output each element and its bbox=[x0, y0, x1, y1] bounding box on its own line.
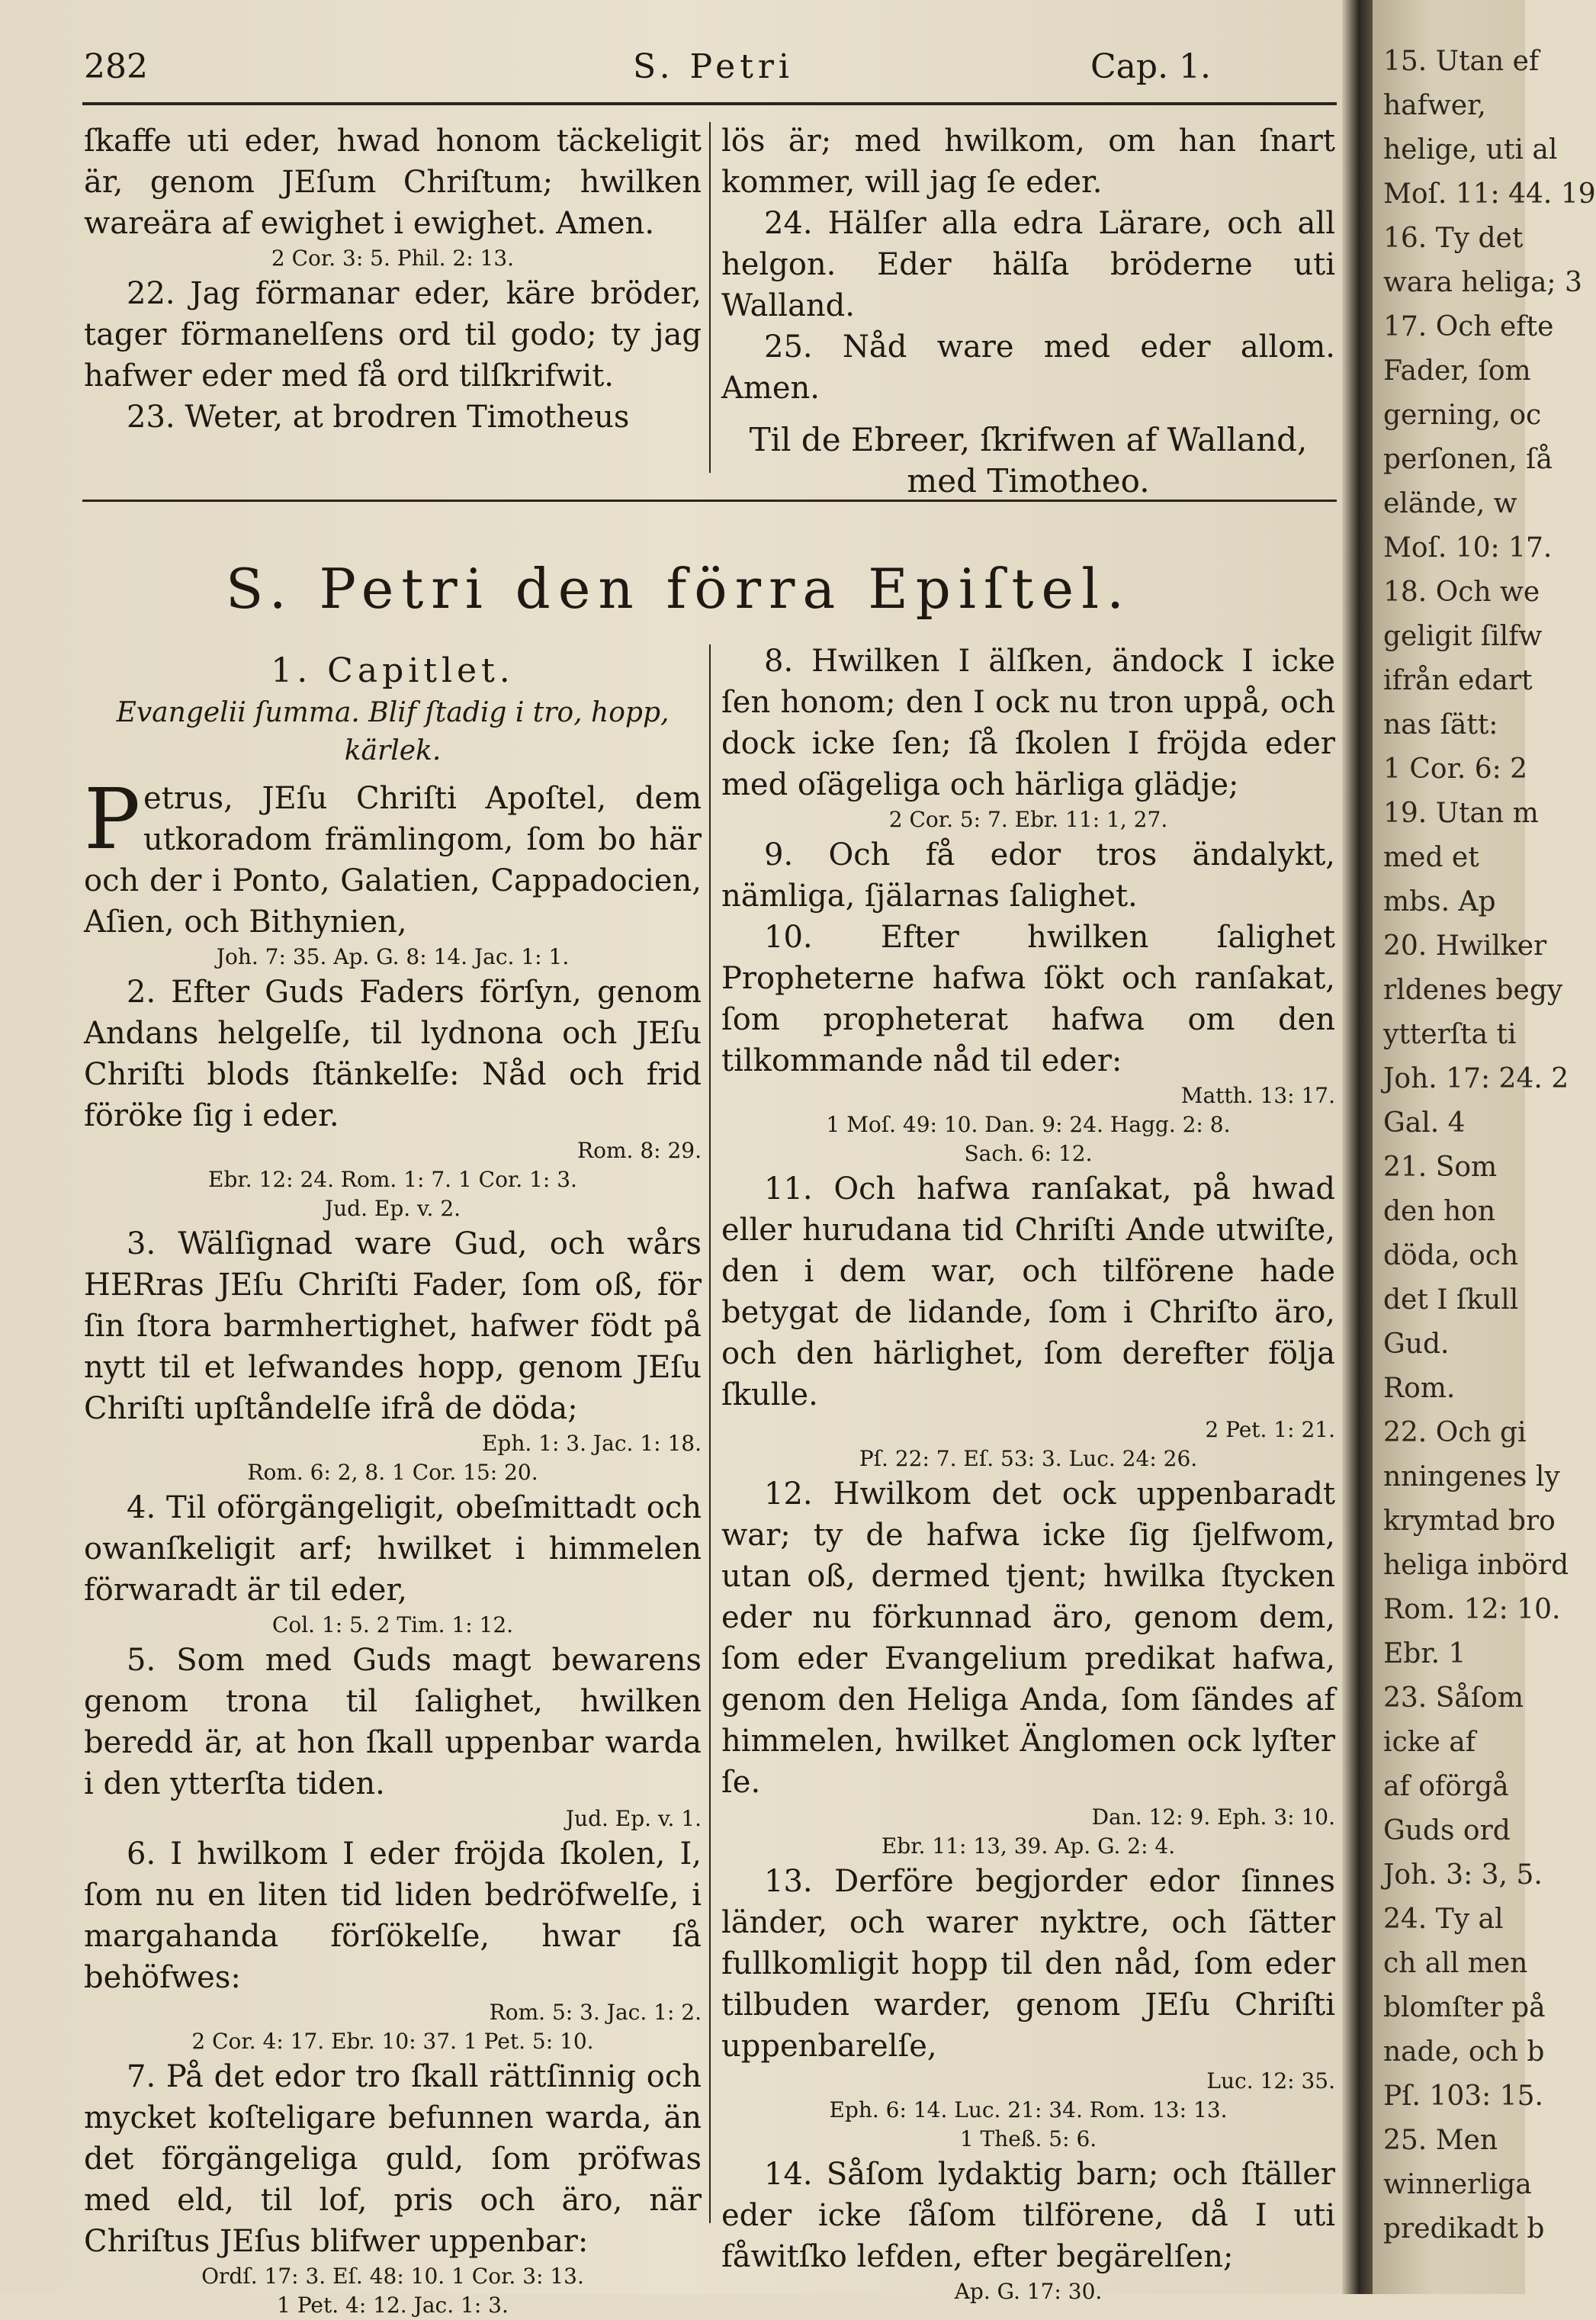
top-left-column bbox=[84, 120, 702, 438]
facing-page-fragment: blomſter på bbox=[1383, 1992, 1546, 2023]
verse-text: lös är; med hwilkom, om han ſnart kommer, will jag ſe eder. bbox=[721, 124, 1335, 200]
verse-3: 3. Wälſignad ware Gud, och wårs HERras JEſu Chriſti Fader, ſom oß, för ſin ſtora barmhertighet, hafwer födt på nytt til et lefwandes hopp, genom JEſu Chriſti upſtåndelſe ifrå de döda; bbox=[84, 1226, 702, 1426]
verse-12: 12. Hwilkom det ock uppenbaradt war; ty de hafwa icke ſig ſjelfwom, utan oß, dermed tjent; hwilka ſtycken eder nu förkunnad äro, genom dem, ſom eder Evangelium predikat hafwa, genom den Heliga Anda, ſom ſändes af himmelen, hwilket Änglomen ock lyſter ſe. bbox=[721, 1477, 1335, 1800]
facing-page-fragment: Moſ. 10: 17. bbox=[1383, 532, 1553, 564]
facing-page-fragment: mbs. Ap bbox=[1383, 886, 1496, 917]
cross-reference: Rom. 6: 2, 8. 1 Cor. 15: 20. bbox=[247, 1460, 538, 1485]
facing-page-fragment: elände, w bbox=[1383, 488, 1517, 519]
facing-page-fragment: 25. Men bbox=[1383, 2125, 1498, 2156]
facing-page-fragment: 24. Ty al bbox=[1383, 1904, 1504, 1935]
cross-reference: Pſ. 22: 7. Eſ. 53: 3. Luc. 24: 26. bbox=[859, 1446, 1198, 1471]
cross-reference: Eph. 1: 3. Jac. 1: 18. bbox=[481, 1431, 702, 1456]
cross-reference: 2 Cor. 3: 5. Phil. 2: 13. bbox=[271, 246, 515, 271]
facing-page-fragment: Rom. 12: 10. bbox=[1383, 1594, 1561, 1625]
facing-page-fragment: ytterſta ti bbox=[1383, 1019, 1517, 1050]
facing-page-fragment: hafwer, bbox=[1383, 90, 1486, 121]
chapter-left-column bbox=[84, 648, 702, 2320]
verse-10: 10. Efter hwilken ſalighet Propheterne hafwa ſökt och ranſakat, ſom propheterat hafwa om den tilkommande nåd til eder: bbox=[721, 920, 1335, 1078]
epistle-title: S. Petri den förra Epiſtel. bbox=[226, 557, 1132, 621]
facing-page-fragment: Joh. 17: 24. 2 bbox=[1383, 1063, 1569, 1094]
verse-22: 22. Jag förmanar eder, käre bröder, tager förmanelſens ord til godo; ty jag hafwer eder med få ord tilſkrifwit. bbox=[84, 276, 702, 394]
facing-page-fragment: 1 Cor. 6: 2 bbox=[1383, 754, 1528, 785]
cross-reference: Rom. 5: 3. Jac. 1: 2. bbox=[489, 2000, 702, 2025]
verse-23: 23. Weter, at brodren Timotheus bbox=[127, 400, 630, 435]
verse-6: 6. I hwilkom I eder fröjda ſkolen, I, ſom nu en liten tid liden bedröfwelſe, i margahanda förſökelſe, hwar ſå behöfwes: bbox=[84, 1836, 702, 1995]
facing-page-fragment: gerning, oc bbox=[1383, 400, 1542, 431]
section-rule bbox=[82, 500, 1337, 502]
facing-page-edge bbox=[1373, 0, 1596, 2294]
running-head bbox=[84, 47, 1334, 101]
facing-page-fragment: 18. Och we bbox=[1383, 577, 1540, 608]
verse-8: 8. Hwilken I älſken, ändock I icke ſen honom; den I ock nu tron uppå, och dock icke ſen; ſå ſkolen I fröjda eder med oſägeliga och härliga glädje; bbox=[721, 644, 1335, 802]
header-rule bbox=[82, 102, 1337, 105]
verse-9: 9. Och få edor tros ändalykt, nämliga, ſjälarnas ſalighet. bbox=[721, 837, 1335, 914]
column-divider-top bbox=[709, 122, 711, 473]
verse-4: 4. Til oförgängeligit, obeſmittadt och owanſkeligit arf; hwilket i himmelen förwaradt är til eder, bbox=[84, 1490, 702, 1608]
verse-1-text: etrus, JEſu Chriſti Apoſtel, dem utkoradom främlingom, ſom bo här och der i Ponto, Galatien, Cappadocien, Aſien, och Bithynien, bbox=[84, 781, 702, 940]
facing-page-fragment: af oförgå bbox=[1383, 1771, 1509, 1802]
facing-page-fragment: döda, och bbox=[1383, 1240, 1519, 1271]
chapter-heading: 1. Capitlet. bbox=[271, 651, 515, 690]
drop-cap: P bbox=[84, 770, 141, 868]
cross-reference: Sach. 6: 12. bbox=[964, 1141, 1093, 1166]
facing-page-fragment: ch all men bbox=[1383, 1948, 1528, 1979]
chapter-right-column bbox=[721, 641, 1335, 2306]
cross-reference: Jud. Ep. v. 2. bbox=[324, 1196, 461, 1221]
page-number: 282 bbox=[84, 47, 148, 86]
facing-page-fragment: nningenes ly bbox=[1383, 1461, 1560, 1493]
facing-page-fragment: Ebr. 1 bbox=[1383, 1638, 1466, 1669]
facing-page-fragment: Gal. 4 bbox=[1383, 1107, 1466, 1139]
facing-page-fragment: predikadt b bbox=[1383, 2213, 1545, 2244]
facing-page-fragment: icke af bbox=[1383, 1727, 1476, 1758]
verse-14: 14. Såſom lydaktig barn; och ſtäller eder icke ſåſom tilförene, då I uti fåwitſko lefden, efter begärelſen; bbox=[721, 2157, 1335, 2274]
facing-page-fragment: ifrån edart bbox=[1383, 665, 1533, 696]
facing-page-fragment: Moſ. 11: 44. 19 bbox=[1383, 178, 1596, 210]
cross-reference: Jud. Ep. v. 1. bbox=[565, 1806, 702, 1831]
facing-page-fragment: rldenes begy bbox=[1383, 975, 1563, 1006]
cross-reference: Ebr. 11: 13, 39. Ap. G. 2: 4. bbox=[881, 1833, 1176, 1859]
running-title: S. Petri bbox=[633, 47, 795, 86]
cross-reference: 1 Moſ. 49: 10. Dan. 9: 24. Hagg. 2: 8. bbox=[826, 1112, 1231, 1137]
facing-page-fragment: det I ſkull bbox=[1383, 1284, 1519, 1316]
facing-page-fragment: 20. Hwilker bbox=[1383, 930, 1547, 962]
facing-page-fragment: nade, och b bbox=[1383, 2036, 1545, 2068]
cross-reference: Luc. 12: 35. bbox=[1206, 2068, 1335, 2093]
facing-page-fragment: heliga inbörd bbox=[1383, 1550, 1569, 1581]
facing-page-fragment: 23. Såſom bbox=[1383, 1682, 1524, 1714]
facing-page-fragment: Fader, ſom bbox=[1383, 355, 1531, 387]
verse-5: 5. Som med Guds magt bewarens genom trona til ſalighet, hwilken beredd är, at hon ſkall uppenbar warda i den ytterſta tiden. bbox=[84, 1643, 702, 1801]
facing-page-fragment: 17. Och efte bbox=[1383, 311, 1554, 342]
cross-reference: Col. 1: 5. 2 Tim. 1: 12. bbox=[271, 1612, 514, 1637]
facing-page-fragment: 15. Utan ef bbox=[1383, 46, 1540, 77]
chapter-summary: Evangelii ſumma. Blif ſtadig i tro, hopp, kärlek. bbox=[116, 697, 670, 766]
cross-reference: 1 Theß. 5: 6. bbox=[959, 2126, 1097, 2151]
verse-text: ſkaffe uti eder, hwad honom täckeligit är, genom JEſum Chriſtum; hwilken wareära af ewighet i ewighet. Amen. bbox=[84, 124, 702, 241]
facing-page-fragment: den hon bbox=[1383, 1196, 1496, 1227]
running-chapter: Cap. 1. bbox=[1090, 47, 1212, 86]
cross-reference: 2 Pet. 1: 21. bbox=[1205, 1417, 1335, 1442]
cross-reference: Ebr. 12: 24. Rom. 1: 7. 1 Cor. 1: 3. bbox=[208, 1167, 577, 1192]
verse-1 bbox=[84, 770, 702, 943]
facing-page-fragment: 19. Utan m bbox=[1383, 798, 1539, 829]
verse-2: 2. Efter Guds Faders förſyn, genom Andans helgelſe, til lydnona och JEſu Chriſti blods ſtänkelſe: Nåd och frid föröke ſig i eder. bbox=[84, 975, 702, 1133]
facing-page-fragment: Joh. 3: 3, 5. bbox=[1383, 1859, 1543, 1891]
cross-reference: 2 Cor. 4: 17. Ebr. 10: 37. 1 Pet. 5: 10. bbox=[191, 2029, 594, 2054]
facing-page-fragment: 22. Och gi bbox=[1383, 1417, 1527, 1448]
cross-reference: Matth. 13: 17. bbox=[1180, 1083, 1335, 1108]
facing-page-fragment: winnerliga bbox=[1383, 2169, 1532, 2200]
top-right-column bbox=[721, 120, 1335, 502]
cross-reference: Dan. 12: 9. Eph. 3: 10. bbox=[1091, 1804, 1335, 1830]
cross-reference: Rom. 8: 29. bbox=[577, 1138, 702, 1163]
facing-page-fragment: Guds ord bbox=[1383, 1815, 1511, 1846]
facing-page-fragment: helige, uti al bbox=[1383, 134, 1558, 165]
verse-25: 25. Nåd ware med eder allom. Amen. bbox=[721, 329, 1335, 406]
verse-13: 13. Derföre begjorder edor ſinnes länder, och warer nyktre, och ſätter fullkomligit hopp til den nåd, ſom eder tilbuden warder, genom JEſu Chriſti uppenbarelſe, bbox=[721, 1864, 1335, 2064]
facing-page-fragment: med et bbox=[1383, 842, 1479, 873]
facing-page-fragment: 21. Som bbox=[1383, 1152, 1498, 1183]
cross-reference: 1 Pet. 4: 12. Jac. 1: 3. bbox=[277, 2293, 509, 2318]
cross-reference: Joh. 7: 35. Ap. G. 8: 14. Jac. 1: 1. bbox=[216, 944, 570, 969]
verse-11: 11. Och hafwa ranſakat, på hwad eller hurudana tid Chriſti Ande utwiſte, den i dem war, och tilförene hade betygat de lidande, ſom i Chriſto äro, och den härlighet, ſom derefter följa ſkulle. bbox=[721, 1171, 1335, 1412]
book-gutter bbox=[1342, 0, 1373, 2294]
facing-page-fragment: wara heliga; 3 bbox=[1383, 267, 1582, 298]
facing-page-fragment: Pſ. 103: 15. bbox=[1383, 2081, 1543, 2112]
facing-page-fragment: Gud. bbox=[1383, 1329, 1450, 1360]
facing-page-fragment: perſonen, ſå bbox=[1383, 444, 1553, 475]
facing-page-fragment: krymtad bro bbox=[1383, 1505, 1556, 1537]
cross-reference: Eph. 6: 14. Luc. 21: 34. Rom. 13: 13. bbox=[829, 2097, 1228, 2122]
facing-page-fragment: 16. Ty det bbox=[1383, 223, 1524, 254]
verse-24: 24. Hälſer alla edra Lärare, och all helgon. Eder hälſa bröderne uti Walland. bbox=[721, 206, 1335, 323]
facing-page-fragment: Rom. bbox=[1383, 1373, 1456, 1404]
column-divider-main bbox=[709, 644, 711, 2223]
cross-reference: 2 Cor. 5: 7. Ebr. 11: 1, 27. bbox=[888, 807, 1168, 832]
facing-page-fragment: nas ſätt: bbox=[1383, 709, 1498, 741]
facing-page-fragment: geligit ſilfw bbox=[1383, 621, 1543, 652]
cross-reference: Ap. G. 17: 30. bbox=[954, 2279, 1103, 2304]
epistle-subscription: Til de Ebreer, ſkrifwen af Walland, med Timotheo. bbox=[749, 421, 1308, 500]
cross-reference: Ordſ. 17: 3. Eſ. 48: 10. 1 Cor. 3: 13. bbox=[201, 2264, 584, 2289]
verse-7: 7. På det edor tro ſkall rättſinnig och mycket koſteligare befunnen warda, än det förgängeliga guld, ſom pröfwas med eld, til lof, pris och äro, när Chriſtus JEſus blifwer uppenbar: bbox=[84, 2059, 702, 2259]
